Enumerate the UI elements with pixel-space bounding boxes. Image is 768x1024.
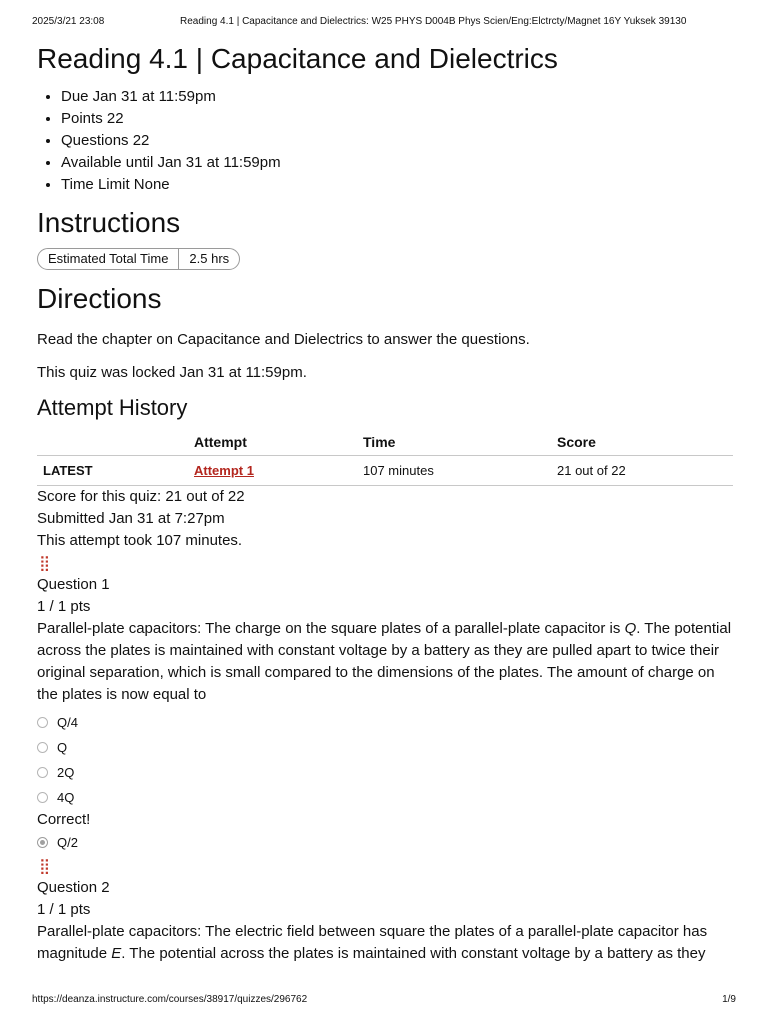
- question-count: • Questions 22: [61, 130, 733, 152]
- answer-option: [37, 785, 733, 810]
- print-date: 2025/3/21 23:08: [32, 16, 105, 27]
- attempt-history-table: [37, 429, 733, 486]
- answer-label: 2Q: [57, 765, 75, 780]
- answer-label: Q/2: [57, 835, 78, 850]
- correct-label: Correct!: [37, 811, 91, 828]
- answer-option: [37, 735, 733, 760]
- radio-button[interactable]: [37, 792, 48, 803]
- time-limit: • Time Limit None: [61, 174, 733, 196]
- answer-label: Q: [57, 740, 68, 755]
- attempt-summary: [37, 486, 733, 552]
- print-page-number: 1/9: [722, 994, 736, 1005]
- due-date: • Due Jan 31 at 11:59pm: [61, 86, 733, 108]
- question-text-part: Parallel-plate capacitors: The charge on the square plates of a parallel-plate capacitor is: [37, 620, 625, 637]
- answer-option: [37, 760, 733, 785]
- print-page-title: Reading 4.1 | Capacitance and Dielectrics: W25 PHYS D004B Phys Scien/Eng:Elctrcty/Magnet 16Y Yuksek 39130: [180, 16, 687, 27]
- quiz-score: Score for this quiz: 21 out of 22: [37, 488, 245, 505]
- attempt-1-link[interactable]: Attempt 1: [194, 463, 254, 478]
- question-1: [37, 552, 733, 855]
- points: • Points 22: [61, 108, 733, 130]
- quiz-content: [37, 40, 733, 965]
- question-variable: E: [111, 945, 122, 962]
- table-row: [37, 456, 733, 486]
- attempt-history-header-row: [37, 429, 733, 456]
- print-header: [32, 16, 736, 30]
- question-2: [37, 855, 733, 965]
- submitted-time: Submitted Jan 31 at 7:27pm: [37, 510, 225, 527]
- radio-button[interactable]: [37, 742, 48, 753]
- radio-button[interactable]: [37, 717, 48, 728]
- attempt-history-heading: Attempt History: [37, 395, 188, 420]
- col-header-attempt: Attempt: [194, 429, 363, 456]
- print-footer: [32, 994, 736, 1008]
- radio-button[interactable]: [37, 767, 48, 778]
- col-header-time: Time: [363, 429, 557, 456]
- question-points: 1 / 1 pts: [37, 598, 91, 615]
- attempt-time: 107 minutes: [363, 456, 557, 486]
- drag-handle-icon: ⣿: [39, 857, 50, 875]
- attempt-duration: This attempt took 107 minutes.: [37, 532, 243, 549]
- latest-label: LATEST: [37, 456, 194, 486]
- answer-option: [37, 710, 733, 735]
- col-header-blank: [37, 429, 194, 456]
- radio-button-selected[interactable]: [37, 837, 48, 848]
- quiz-title: Reading 4.1 | Capacitance and Dielectrics: [37, 43, 558, 74]
- instructions-heading: Instructions: [37, 207, 181, 238]
- question-number: Question 2: [37, 879, 110, 896]
- question-number: Question 1: [37, 576, 110, 593]
- locked-notice: This quiz was locked Jan 31 at 11:59pm.: [37, 364, 307, 381]
- question-text: [37, 618, 733, 706]
- question-text-part: . The potential across the plates is maintained with constant voltage by a battery as they are pulled apart to twice their original separation, which is small compared to the dimensions of the plates. The amount of charge on the plates is now equal to: [37, 620, 732, 703]
- available-until: • Available until Jan 31 at 11:59pm: [61, 152, 733, 174]
- answer-option-selected: [37, 830, 733, 855]
- estimated-time-pill: [37, 248, 240, 270]
- answer-label: 4Q: [57, 790, 75, 805]
- quiz-meta-list: [37, 86, 733, 196]
- question-points: 1 / 1 pts: [37, 901, 91, 918]
- directions-text: Read the chapter on Capacitance and Dielectrics to answer the questions.: [37, 331, 530, 348]
- answer-label: Q/4: [57, 715, 78, 730]
- question-variable: Q: [624, 620, 637, 637]
- estimated-time-label: Estimated Total Time: [48, 251, 169, 266]
- print-url: https://deanza.instructure.com/courses/38917/quizzes/296762: [32, 994, 308, 1005]
- question-text-part: . The potential across the plates is maintained with constant voltage by a battery as they: [121, 945, 706, 962]
- question-text-part: Parallel-plate capacitors: The electric field between square the plates of a parallel-plate capacitor has magnitude: [37, 923, 708, 962]
- drag-handle-icon: ⣿: [39, 554, 50, 572]
- answer-list: [37, 710, 733, 855]
- estimated-time-value: 2.5 hrs: [178, 249, 239, 269]
- question-text: [37, 921, 733, 965]
- directions-heading: Directions: [37, 283, 162, 314]
- attempt-score: 21 out of 22: [557, 456, 733, 486]
- attempt-cell: [194, 456, 363, 486]
- col-header-score: Score: [557, 429, 733, 456]
